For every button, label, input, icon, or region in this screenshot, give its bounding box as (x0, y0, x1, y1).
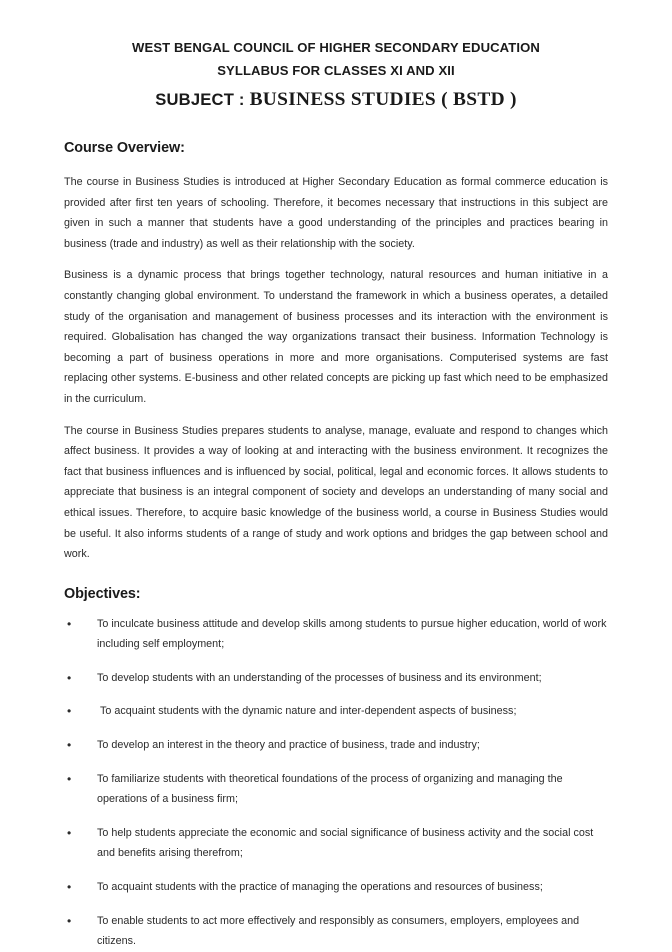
course-overview-section (64, 140, 608, 565)
list-item (64, 769, 608, 810)
bullet-icon: • (67, 738, 72, 753)
course-overview-heading: Course Overview: (64, 140, 185, 156)
objectives-list (64, 614, 608, 952)
list-item-text: To inculcate business attitude and develop skills among students to pursue higher education, world of work including self employment; (97, 617, 610, 651)
objectives-heading: Objectives: (64, 585, 141, 602)
bullet-icon: • (67, 771, 72, 786)
syllabus-classes-heading: SYLLABUS FOR CLASSES XI AND XII (217, 63, 455, 78)
course-overview-paragraph: The course in Business Studies prepares students to analyse, manage, evaluate and respond to changes which affect business. It provides a way of looking at and interacting with the business environment. It recognizes the fact that business influences and is influenced by social, political, legal and economic forces. It allows students to appreciate that business is an integral component of society and develops an understanding of many social and ethical issues. Therefore, to acquire basic knowledge of the business world, a course in Business Studies would be useful. It also informs students of a range of study and work options and bridges the gap between school and work. (64, 424, 608, 561)
subject-title-line (64, 87, 608, 114)
list-item-text: To help students appreciate the economic and social significance of business activity and the social cost and benefits arising therefrom; (97, 826, 597, 860)
list-item-text: To acquaint students with the practice of managing the operations and resources of business; (97, 881, 543, 894)
bullet-icon: • (67, 880, 72, 895)
bullet-icon: • (67, 704, 72, 719)
bullet-icon: • (67, 913, 72, 928)
document-header (64, 36, 608, 114)
list-item (64, 668, 608, 689)
list-item (64, 614, 608, 655)
list-item (64, 911, 608, 952)
list-item (64, 823, 608, 864)
bullet-icon: • (67, 670, 72, 685)
objectives-section (64, 586, 608, 952)
list-item-text: To develop students with an understanding of the processes of business and its environment; (97, 671, 542, 684)
list-item-text: To familiarize students with theoretical foundations of the process of organizing and managing the operations of a business firm; (97, 772, 566, 806)
bullet-icon: • (67, 825, 72, 840)
list-item-text: To develop an interest in the theory and practice of business, trade and industry; (97, 739, 480, 752)
list-item-text: To enable students to act more effectively and responsibly as consumers, employers, employees and citizens. (97, 914, 583, 948)
subject-label: SUBJECT : (155, 90, 245, 109)
list-item (64, 877, 608, 898)
course-overview-paragraph: The course in Business Studies is introduced at Higher Secondary Education as formal commerce education is provided after first ten years of schooling. Therefore, it becomes necessary that instructions in this subject are given in such a manner that students have a good understanding of the principles and practices bearing in business (trade and industry) as well as their relationship with the society. (64, 176, 608, 250)
course-overview-paragraph: Business is a dynamic process that brings together technology, natural resources and human initiative in a constantly changing global environment. To understand the framework in which a business operates, a detailed study of the organisation and management of business processes and its interaction with the environment is required. Globalisation has changed the way organizations transact their business. Information Technology is becoming a part of business operations in more and more organisations. Computerised systems are fast replacing other systems. E-business and other related concepts are picking up fast which need to be emphasized in the curriculum. (64, 269, 608, 405)
list-item (64, 735, 608, 756)
bullet-icon: • (67, 616, 72, 631)
council-name-heading: WEST BENGAL COUNCIL OF HIGHER SECONDARY EDUCATION (132, 40, 540, 55)
subject-value: BUSINESS STUDIES ( BSTD ) (249, 89, 517, 110)
list-item (64, 701, 608, 722)
list-item-text: To acquaint students with the dynamic nature and inter-dependent aspects of business; (97, 705, 517, 718)
